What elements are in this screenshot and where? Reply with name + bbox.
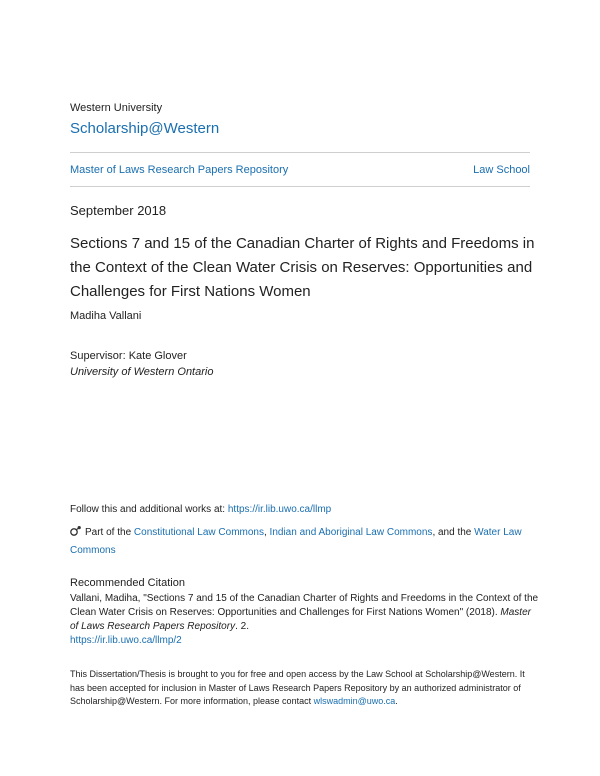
citation-series: Master of Laws Research Papers Repository [70, 607, 531, 632]
disclaimer-end: . [395, 696, 398, 706]
follow-line [70, 504, 331, 515]
network-icon [70, 525, 82, 537]
follow-text: Follow this and additional works at: [70, 504, 228, 515]
divider-top [70, 152, 530, 153]
supervisor-affiliation: University of Western Ontario [70, 366, 214, 378]
citation-text: Vallani, Madiha, "Sections 7 and 15 of the Canadian Charter of Rights and Freedoms in the Context of the Clean Water Crisis on Reserves: Opportunities and Challenges for First Nations Women" (2018). [70, 593, 539, 618]
supervisor: Supervisor: Kate Glover [70, 350, 187, 362]
disclaimer-text: This Dissertation/Thesis is brought to you for free and open access by the Law School at Scholarship@Western. It has been accepted for inclusion in Master of Laws Research Papers Repository by an authorized administrator of Scholarship@Western. For more information, please contact [70, 669, 525, 706]
institution-name: Western University [70, 102, 163, 114]
citation-link[interactable]: https://ir.lib.uwo.ca/llmp/2 [70, 635, 182, 646]
citation-suffix: . 2. [235, 621, 249, 632]
part-of-sep2: , and the [432, 527, 475, 538]
part-of-sep1: , [263, 527, 270, 538]
site-link[interactable]: Scholarship@Western [70, 120, 220, 137]
publication-date: September 2018 [70, 203, 167, 218]
part-of-line [70, 524, 535, 560]
paper-title: Sections 7 and 15 of the Canadian Charter of Rights and Freedoms in the Context of the Clean Water Crisis on Reserves: Opportunities and Challenges for First Nations Women [70, 235, 535, 300]
citation-block [70, 592, 540, 648]
part-of-prefix: Part of the [85, 527, 134, 538]
disclaimer [70, 668, 530, 709]
author-name: Madiha Vallani [70, 310, 142, 322]
follow-link[interactable]: https://ir.lib.uwo.ca/llmp [227, 504, 332, 515]
school-link[interactable]: Law School [473, 164, 530, 176]
commons-link-water[interactable]: Water Law Commons [70, 527, 522, 556]
contact-email-link[interactable]: wlswadmin@uwo.ca [313, 696, 396, 706]
repository-link[interactable]: Master of Laws Research Papers Repository [70, 164, 289, 176]
commons-link-indian-aboriginal[interactable]: Indian and Aboriginal Law Commons [269, 527, 433, 538]
divider-bottom [70, 186, 530, 187]
citation-heading: Recommended Citation [70, 577, 185, 589]
commons-link-constitutional[interactable]: Constitutional Law Commons [133, 527, 264, 538]
